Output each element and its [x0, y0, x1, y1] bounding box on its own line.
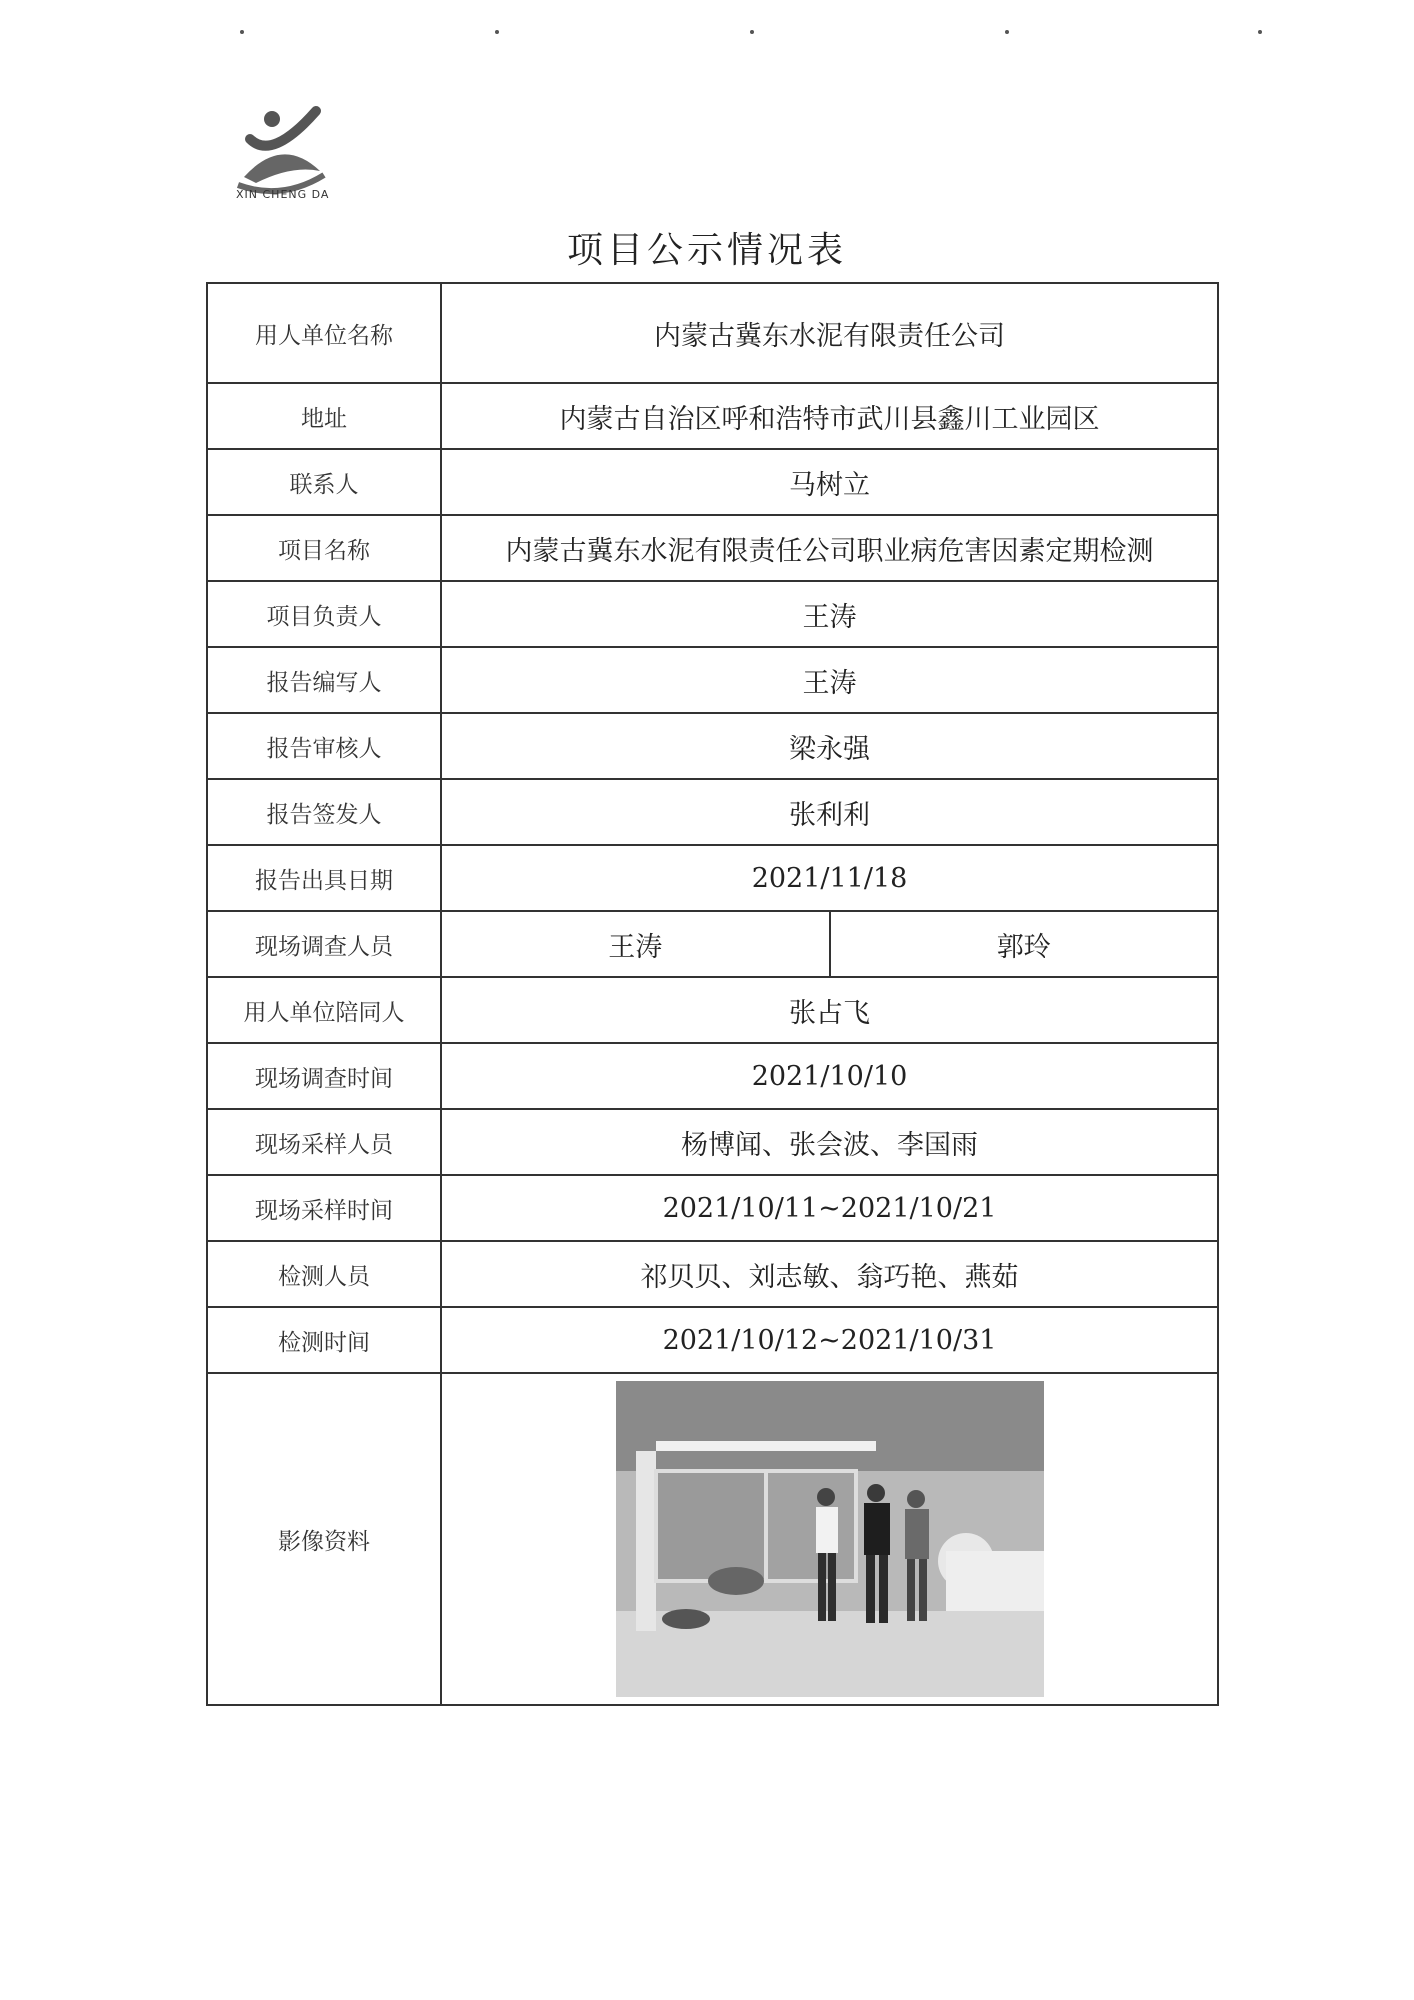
- row-label: 联系人: [207, 449, 441, 515]
- scan-dot: [750, 30, 754, 34]
- scan-dot: [1005, 30, 1009, 34]
- row-value: 内蒙古冀东水泥有限责任公司职业病危害因素定期检测: [441, 515, 1218, 581]
- table-row: [207, 911, 1218, 977]
- row-value: 王涛: [441, 911, 830, 977]
- row-value: 张占飞: [441, 977, 1218, 1043]
- row-value: 内蒙古自治区呼和浩特市武川县鑫川工业园区: [441, 383, 1218, 449]
- table-row: [207, 1373, 1218, 1705]
- row-value: 王涛: [441, 647, 1218, 713]
- photo-cell: [441, 1373, 1218, 1705]
- table-row: [207, 515, 1218, 581]
- table-row: [207, 1241, 1218, 1307]
- row-label: 项目负责人: [207, 581, 441, 647]
- row-label: 用人单位名称: [207, 283, 441, 383]
- row-label: 报告编写人: [207, 647, 441, 713]
- row-label: 报告审核人: [207, 713, 441, 779]
- table-row: [207, 845, 1218, 911]
- table-row: [207, 283, 1218, 383]
- table-row: [207, 977, 1218, 1043]
- logo-text: XIN CHENG DA: [236, 188, 330, 201]
- row-label: 报告出具日期: [207, 845, 441, 911]
- row-value: 2021/10/11~2021/10/21: [441, 1175, 1218, 1241]
- table-row: [207, 779, 1218, 845]
- table-row: [207, 713, 1218, 779]
- row-value: 祁贝贝、刘志敏、翁巧艳、燕茹: [441, 1241, 1218, 1307]
- scan-dot: [240, 30, 244, 34]
- row-value: 2021/10/12~2021/10/31: [441, 1307, 1218, 1373]
- row-value: 王涛: [441, 581, 1218, 647]
- row-label: 现场调查时间: [207, 1043, 441, 1109]
- row-label: 项目名称: [207, 515, 441, 581]
- row-label: 检测人员: [207, 1241, 441, 1307]
- site-photo-icon: [616, 1381, 1044, 1697]
- row-label: 现场调查人员: [207, 911, 441, 977]
- table-row: [207, 1109, 1218, 1175]
- table-row: [207, 1307, 1218, 1373]
- table-row: [207, 383, 1218, 449]
- row-label: 现场采样人员: [207, 1109, 441, 1175]
- table-row: [207, 1175, 1218, 1241]
- row-label: 现场采样时间: [207, 1175, 441, 1241]
- table-row: [207, 449, 1218, 515]
- row-value: 2021/10/10: [441, 1043, 1218, 1109]
- row-label: 影像资料: [207, 1373, 441, 1705]
- table-row: [207, 1043, 1218, 1109]
- row-value: 郭玲: [830, 911, 1219, 977]
- row-label: 报告签发人: [207, 779, 441, 845]
- page-title: 项目公示情况表: [566, 230, 847, 271]
- row-label: 用人单位陪同人: [207, 977, 441, 1043]
- project-info-table: [206, 282, 1219, 1706]
- row-label: 地址: [207, 383, 441, 449]
- table-row: [207, 581, 1218, 647]
- row-value: 梁永强: [441, 713, 1218, 779]
- scan-dot: [495, 30, 499, 34]
- table-row: [207, 647, 1218, 713]
- row-value: 2021/11/18: [441, 845, 1218, 911]
- site-photo: [616, 1381, 1044, 1697]
- row-value: 马树立: [441, 449, 1218, 515]
- row-value: 张利利: [441, 779, 1218, 845]
- row-value: 内蒙古冀东水泥有限责任公司: [441, 283, 1218, 383]
- row-value: 杨博闻、张会波、李国雨: [441, 1109, 1218, 1175]
- row-label: 检测时间: [207, 1307, 441, 1373]
- scan-dot: [1258, 30, 1262, 34]
